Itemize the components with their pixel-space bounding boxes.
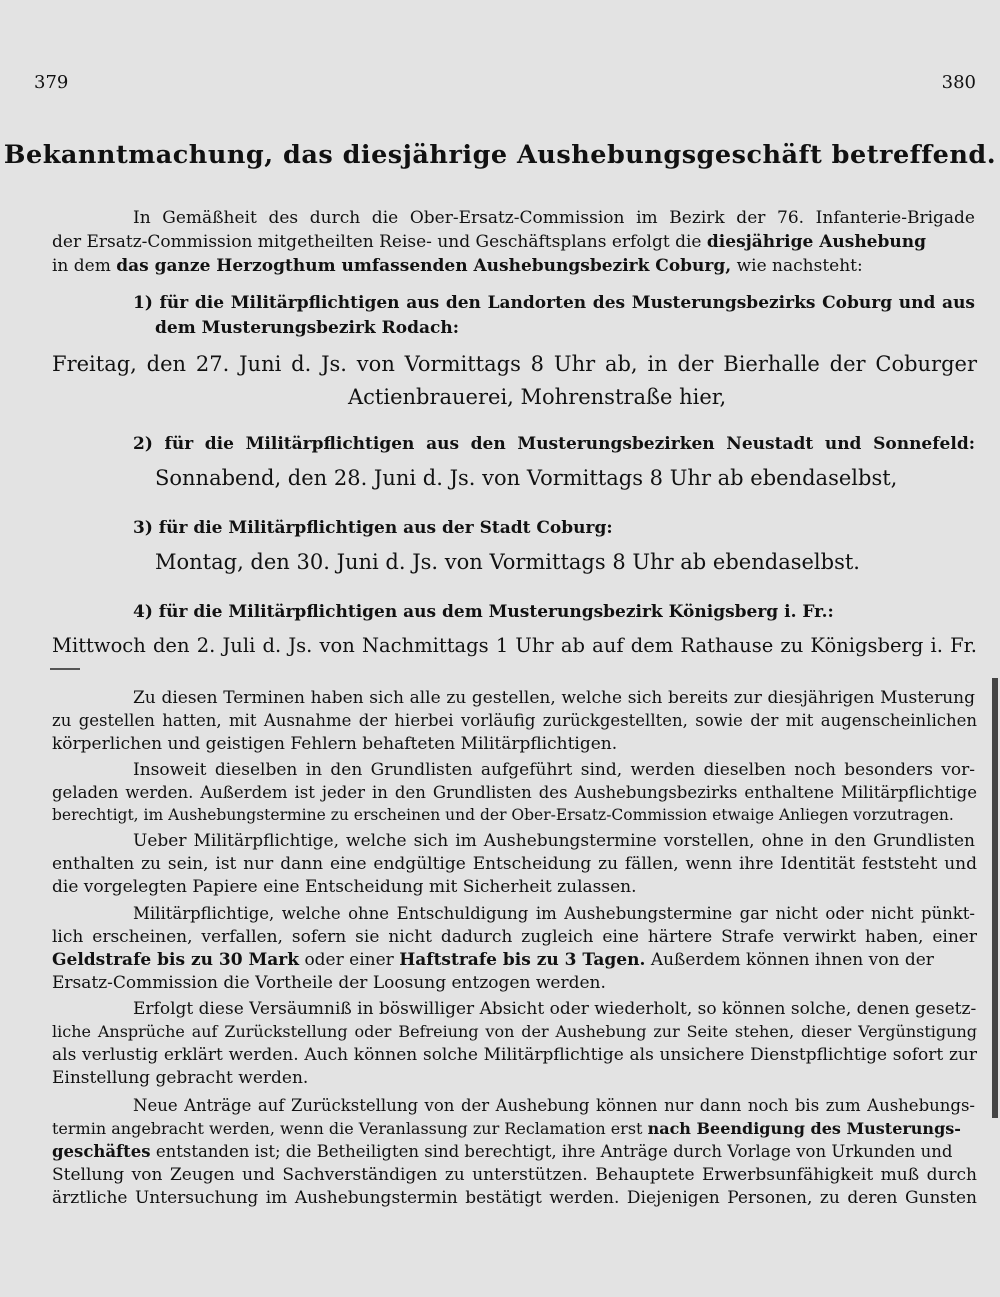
paragraph-line: Insoweit dieselben in den Grundlisten aufgeführt sind, werden dieselben noch besonders vor-: [133, 760, 975, 780]
item-date: Mittwoch den 2. Juli d. Js. von Nachmittags 1 Uhr ab auf dem Rathause zu Königsberg i. Fr.: [52, 634, 977, 657]
paragraph-line: Geldstrafe bis zu 30 Mark oder einer Haftstrafe bis zu 3 Tagen. Außerdem können ihnen von der: [52, 950, 934, 970]
paragraph-line: geschäftes entstanden ist; die Betheiligten sind berechtigt, ihre Anträge durch Vorlage von Urkunden und: [52, 1142, 953, 1161]
paragraph-line: die vorgelegten Papiere eine Entscheidung mit Sicherheit zulassen.: [52, 877, 637, 897]
intro-line: der Ersatz-Commission mitgetheilten Reise- und Geschäftsplans erfolgt die diesjährige Aushebung: [52, 232, 926, 252]
paragraph-line: geladen werden. Außerdem ist jeder in den Grundlisten des Aushebungsbezirks enthaltene Militärpflichtige: [52, 783, 977, 802]
item-date: Sonnabend, den 28. Juni d. Js. von Vormittags 8 Uhr ab ebendaselbst,: [155, 466, 898, 490]
paragraph-line: Erfolgt diese Versäumniß in böswilliger Absicht oder wiederholt, so können solche, denen gesetz-: [133, 999, 977, 1019]
item-heading: 4) für die Militärpflichtigen aus dem Musterungsbezirk Königsberg i. Fr.:: [133, 602, 834, 622]
item-date: Actienbrauerei, Mohrenstraße hier,: [348, 385, 727, 409]
item-heading: 2) für die Militärpflichtigen aus den Musterungsbezirken Neustadt und Sonnefeld:: [133, 434, 975, 454]
item-heading: dem Musterungsbezirk Rodach:: [155, 318, 459, 338]
item-heading: 3) für die Militärpflichtigen aus der Stadt Coburg:: [133, 518, 613, 538]
intro-line: in dem das ganze Herzogthum umfassenden Aushebungsbezirk Coburg, wie nachsteht:: [52, 256, 863, 276]
paragraph-line: als verlustig erklärt werden. Auch können solche Militärpflichtige als unsichere Dienstpflichtige sofort zur: [52, 1045, 977, 1065]
paragraph-line: zu gestellen hatten, mit Ausnahme der hierbei vorläufig zurückgestellten, sowie der mit augenscheinlichen: [52, 711, 977, 730]
paragraph-line: liche Ansprüche auf Zurückstellung oder Befreiung von der Aushebung zur Seite stehen, dieser Vergünstigung: [52, 1022, 977, 1041]
item-date: Montag, den 30. Juni d. Js. von Vormittags 8 Uhr ab ebendaselbst.: [155, 550, 860, 574]
paragraph-line: Einstellung gebracht werden.: [52, 1068, 309, 1088]
intro-line: In Gemäßheit des durch die Ober-Ersatz-Commission im Bezirk der 76. Infanterie-Brigade: [133, 208, 975, 228]
paragraph-line: Stellung von Zeugen und Sachverständigen zu unterstützen. Behauptete Erwerbsunfähigkeit muß durch: [52, 1165, 977, 1185]
paragraph-line: Ueber Militärpflichtige, welche sich im Aushebungstermine vorstellen, ohne in den Grundlisten: [133, 831, 975, 851]
paragraph-line: lich erscheinen, verfallen, sofern sie nicht dadurch zugleich eine härtere Strafe verwirkt haben, einer: [52, 927, 977, 947]
paragraph-line: enthalten zu sein, ist nur dann eine endgültige Entscheidung zu fällen, wenn ihre Identität feststeht und: [52, 854, 977, 874]
item-heading: 1) für die Militärpflichtigen aus den Landorten des Musterungsbezirks Coburg und aus: [133, 293, 975, 313]
separator-rule: [50, 668, 80, 670]
paragraph-line: ärztliche Untersuchung im Aushebungstermin bestätigt werden. Diejenigen Personen, zu deren Gunsten: [52, 1188, 977, 1208]
page-number-right: 380: [941, 72, 976, 93]
paragraph-line: berechtigt, im Aushebungstermine zu erscheinen und der Ober-Ersatz-Commission etwaige Anliegen vorzutragen.: [52, 806, 954, 824]
item-date: Freitag, den 27. Juni d. Js. von Vormittags 8 Uhr ab, in der Bierhalle der Coburger: [52, 352, 977, 376]
paragraph-line: Ersatz-Commission die Vortheile der Loosung entzogen werden.: [52, 973, 606, 993]
paragraph-line: Neue Anträge auf Zurückstellung von der Aushebung können nur dann noch bis zum Aushebungs-: [133, 1096, 975, 1115]
page-title: Bekanntmachung, das diesjährige Aushebungsgeschäft betreffend.: [3, 140, 997, 170]
paragraph-line: körperlichen und geistigen Fehlern behafteten Militärpflichtigen.: [52, 734, 618, 754]
paragraph-line: Zu diesen Terminen haben sich alle zu gestellen, welche sich bereits zur diesjährigen Musterung: [133, 688, 975, 708]
page-number-left: 379: [34, 72, 69, 93]
paragraph-line: termin angebracht werden, wenn die Veranlassung zur Reclamation erst nach Beendigung des Musterungs-: [52, 1119, 961, 1138]
page-edge-shadow: [992, 678, 998, 1118]
paragraph-line: Militärpflichtige, welche ohne Entschuldigung im Aushebungstermine gar nicht oder nicht pünkt-: [133, 904, 975, 923]
